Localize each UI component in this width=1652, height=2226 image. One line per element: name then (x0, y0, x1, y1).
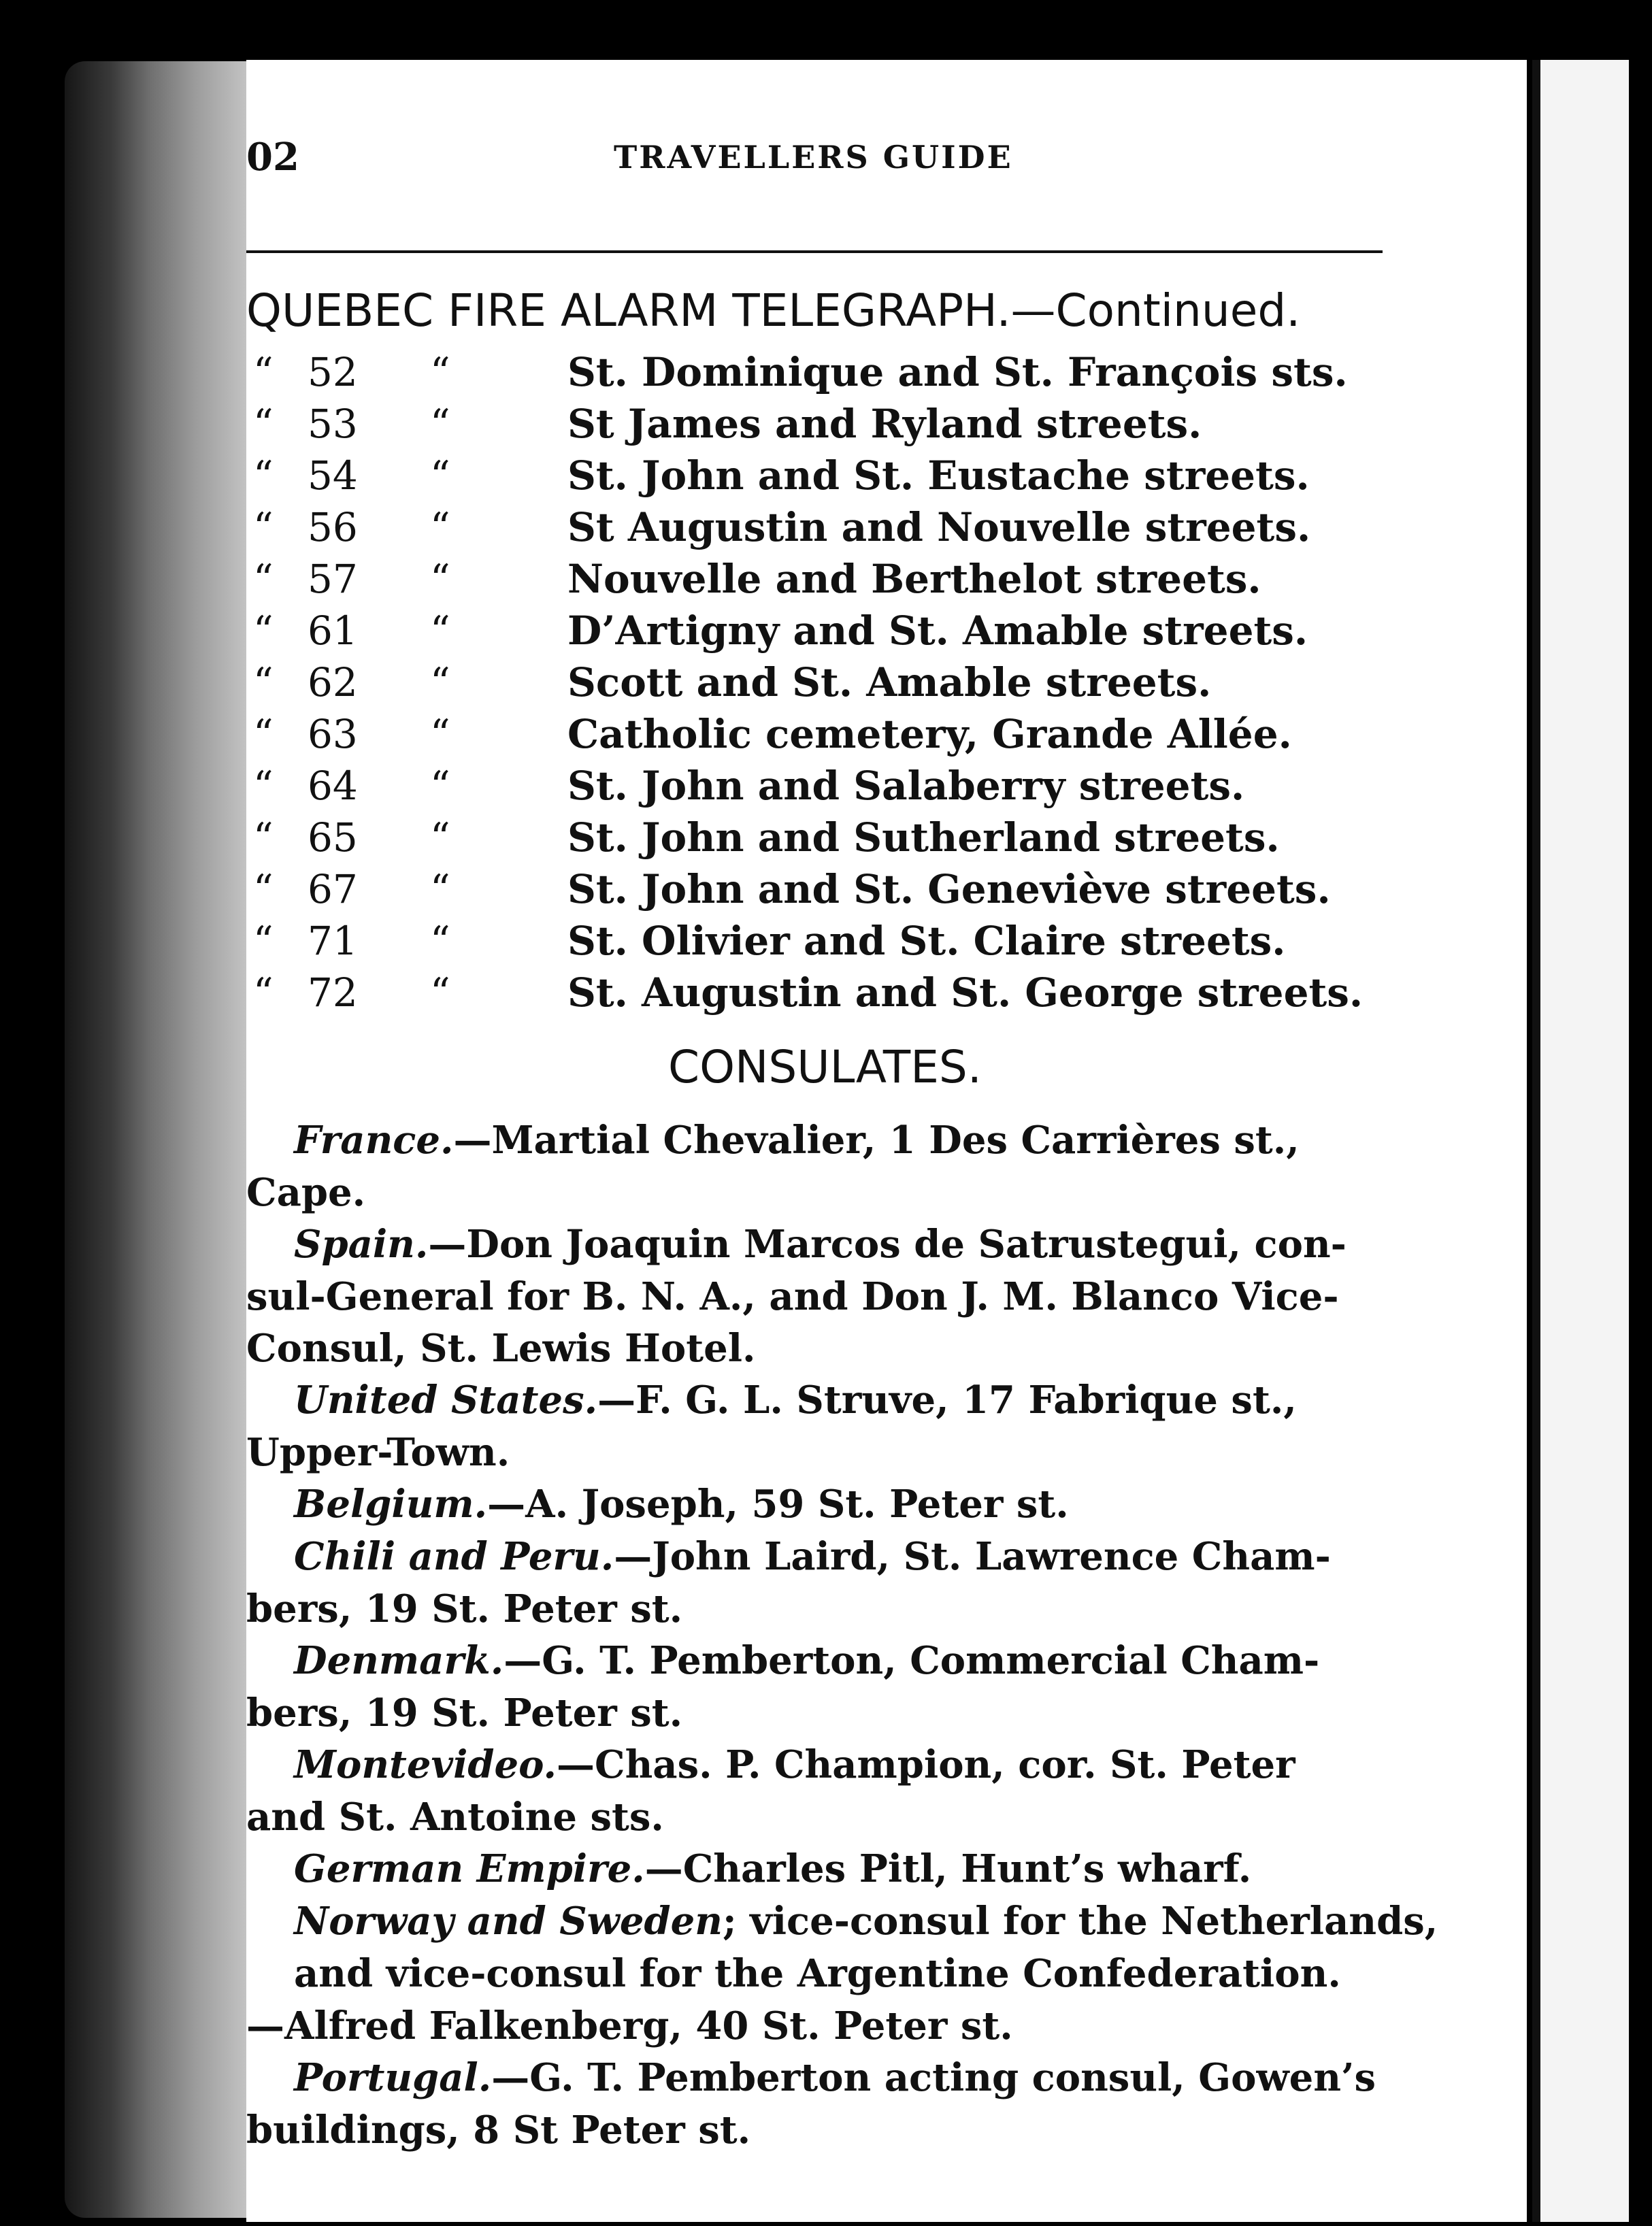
ditto-mark: “ (430, 763, 450, 809)
alarm-location: D’Artigny and St. Amable streets. (567, 608, 1308, 654)
ditto-mark: “ (430, 349, 450, 395)
ditto-mark: “ (253, 814, 274, 861)
consulate-continuation: and St. Antoine sts. (246, 1795, 664, 1840)
ditto-mark: “ (430, 866, 450, 912)
consulate-entry (246, 2052, 1417, 2156)
alarm-row (246, 401, 1403, 452)
ditto-mark: “ (253, 659, 274, 705)
alarm-row (246, 349, 1403, 401)
box-number: 64 (308, 763, 358, 809)
alarm-row (246, 504, 1403, 556)
ditto-mark: “ (430, 918, 450, 964)
alarm-location: St Augustin and Nouvelle streets. (567, 504, 1311, 550)
alarm-location: St. Augustin and St. George streets. (567, 969, 1364, 1016)
consulate-continuation: Upper-Town. (246, 1430, 510, 1475)
fire-alarm-list (246, 349, 1403, 1021)
consulate-entry (246, 1218, 1417, 1374)
ditto-mark: “ (253, 763, 274, 809)
consulates-title: CONSULATES. (668, 1041, 982, 1093)
consulate-continuation: bers, 19 St. Peter st. (246, 1691, 683, 1735)
box-number: 54 (308, 452, 358, 499)
consulate-country: Montevideo. (294, 1742, 557, 1787)
alarm-location: St. John and St. Eustache streets. (567, 452, 1310, 499)
consulate-continuation: Cape. (246, 1170, 366, 1215)
ditto-mark: “ (430, 452, 450, 499)
alarm-location: St. Dominique and St. François sts. (567, 349, 1348, 395)
alarm-row (246, 763, 1403, 814)
ditto-mark: “ (253, 969, 274, 1016)
consulate-text: —A. Joseph, 59 St. Peter st. (487, 1482, 1069, 1527)
consulate-country: Chili and Peru. (294, 1534, 614, 1579)
box-number: 72 (308, 969, 358, 1016)
alarm-location: Catholic cemetery, Grande Allée. (567, 711, 1292, 757)
running-title: TRAVELLERS GUIDE (614, 139, 1013, 176)
consulate-entry (246, 1531, 1417, 1635)
alarm-location: St James and Ryland streets. (567, 401, 1202, 447)
alarm-row (246, 969, 1403, 1021)
ditto-mark: “ (430, 556, 450, 602)
alarm-row (246, 608, 1403, 659)
box-number: 65 (308, 814, 358, 861)
running-head (246, 135, 1383, 189)
alarm-location: Nouvelle and Berthelot streets. (567, 556, 1261, 602)
ditto-mark: “ (253, 349, 274, 395)
consulate-text: —G. T. Pemberton, Commercial Cham- (503, 1638, 1320, 1683)
consulate-country: Belgium. (294, 1482, 488, 1527)
consulate-text: —F. G. L. Struve, 17 Fabrique st., (597, 1378, 1297, 1423)
book-spine (65, 61, 252, 2218)
consulate-text: —Martial Chevalier, 1 Des Carrières st., (453, 1118, 1300, 1163)
consulate-entry (246, 1114, 1417, 1218)
box-number: 61 (308, 608, 358, 654)
ditto-mark: “ (253, 504, 274, 550)
consulate-country: United States. (294, 1378, 598, 1423)
consulate-text: ; vice-consul for the Netherlands, and vice-consul for the Argentine Confederation. (294, 1899, 1438, 1996)
ditto-mark: “ (253, 556, 274, 602)
box-number: 53 (308, 401, 358, 447)
ditto-mark: “ (253, 711, 274, 757)
ditto-mark: “ (253, 918, 274, 964)
alarm-location: St. John and Sutherland streets. (567, 814, 1280, 861)
ditto-mark: “ (430, 504, 450, 550)
alarm-row (246, 918, 1403, 969)
consulate-entry (246, 1843, 1417, 1895)
box-number: 71 (308, 918, 358, 964)
alarm-location: St. John and St. Geneviève streets. (567, 866, 1331, 912)
box-number: 62 (308, 659, 358, 705)
alarm-row (246, 556, 1403, 608)
consulate-country: Norway and Sweden (294, 1899, 723, 1944)
ditto-mark: “ (430, 711, 450, 757)
box-number: 52 (308, 349, 358, 395)
consulate-continuation: buildings, 8 St Peter st. (246, 2108, 751, 2153)
consulate-text: —Chas. P. Champion, cor. St. Peter (557, 1742, 1295, 1787)
consulate-entry (246, 1739, 1417, 1843)
consulates-list (246, 1114, 1438, 2156)
alarm-location: St. John and Salaberry streets. (567, 763, 1245, 809)
alarm-row (246, 711, 1403, 763)
consulate-entry (246, 1635, 1417, 1739)
box-number: 57 (308, 556, 358, 602)
ditto-mark: “ (253, 452, 274, 499)
consulate-country: German Empire. (294, 1846, 645, 1891)
box-number: 63 (308, 711, 358, 757)
fire-alarm-title: QUEBEC FIRE ALARM TELEGRAPH.—Continued. (246, 284, 1301, 337)
page-number: 02 (246, 135, 299, 180)
consulate-entry (246, 1895, 1438, 2052)
ditto-mark: “ (430, 401, 450, 447)
consulate-continuation: sul-General for B. N. A., and Don J. M. Blanco Vice- (246, 1274, 1339, 1319)
alarm-location: Scott and St. Amable streets. (567, 659, 1212, 705)
consulate-text: —John Laird, St. Lawrence Cham- (614, 1534, 1331, 1579)
consulate-entry (246, 1374, 1417, 1478)
ditto-mark: “ (253, 608, 274, 654)
alarm-location: St. Olivier and St. Claire streets. (567, 918, 1286, 964)
consulate-continuation: —Alfred Falkenberg, 40 St. Peter st. (246, 2004, 1013, 2048)
consulate-text: —Don Joaquin Marcos de Satrustegui, con- (428, 1222, 1347, 1267)
alarm-row (246, 866, 1403, 918)
ditto-mark: “ (430, 969, 450, 1016)
consulate-country: Portugal. (294, 2055, 492, 2100)
consulate-text: —G. T. Pemberton acting consul, Gowen’s (491, 2055, 1376, 2100)
ditto-mark: “ (430, 659, 450, 705)
ditto-mark: “ (253, 401, 274, 447)
alarm-row (246, 452, 1403, 504)
box-number: 67 (308, 866, 358, 912)
consulate-continuation: bers, 19 St. Peter st. (246, 1587, 683, 1631)
consulate-country: France. (294, 1118, 454, 1163)
alarm-row (246, 814, 1403, 866)
consulate-country: Spain. (294, 1222, 429, 1267)
facing-page-edge (1532, 60, 1629, 2222)
ditto-mark: “ (430, 608, 450, 654)
alarm-row (246, 659, 1403, 711)
header-rule (246, 250, 1383, 253)
ditto-mark: “ (430, 814, 450, 861)
consulate-entry (246, 1478, 1417, 1531)
consulate-text: —Charles Pitl, Hunt’s wharf. (644, 1846, 1252, 1891)
consulate-continuation: Consul, St. Lewis Hotel. (246, 1326, 756, 1371)
book-page (246, 60, 1527, 2222)
consulate-country: Denmark. (294, 1638, 504, 1683)
ditto-mark: “ (253, 866, 274, 912)
box-number: 56 (308, 504, 358, 550)
